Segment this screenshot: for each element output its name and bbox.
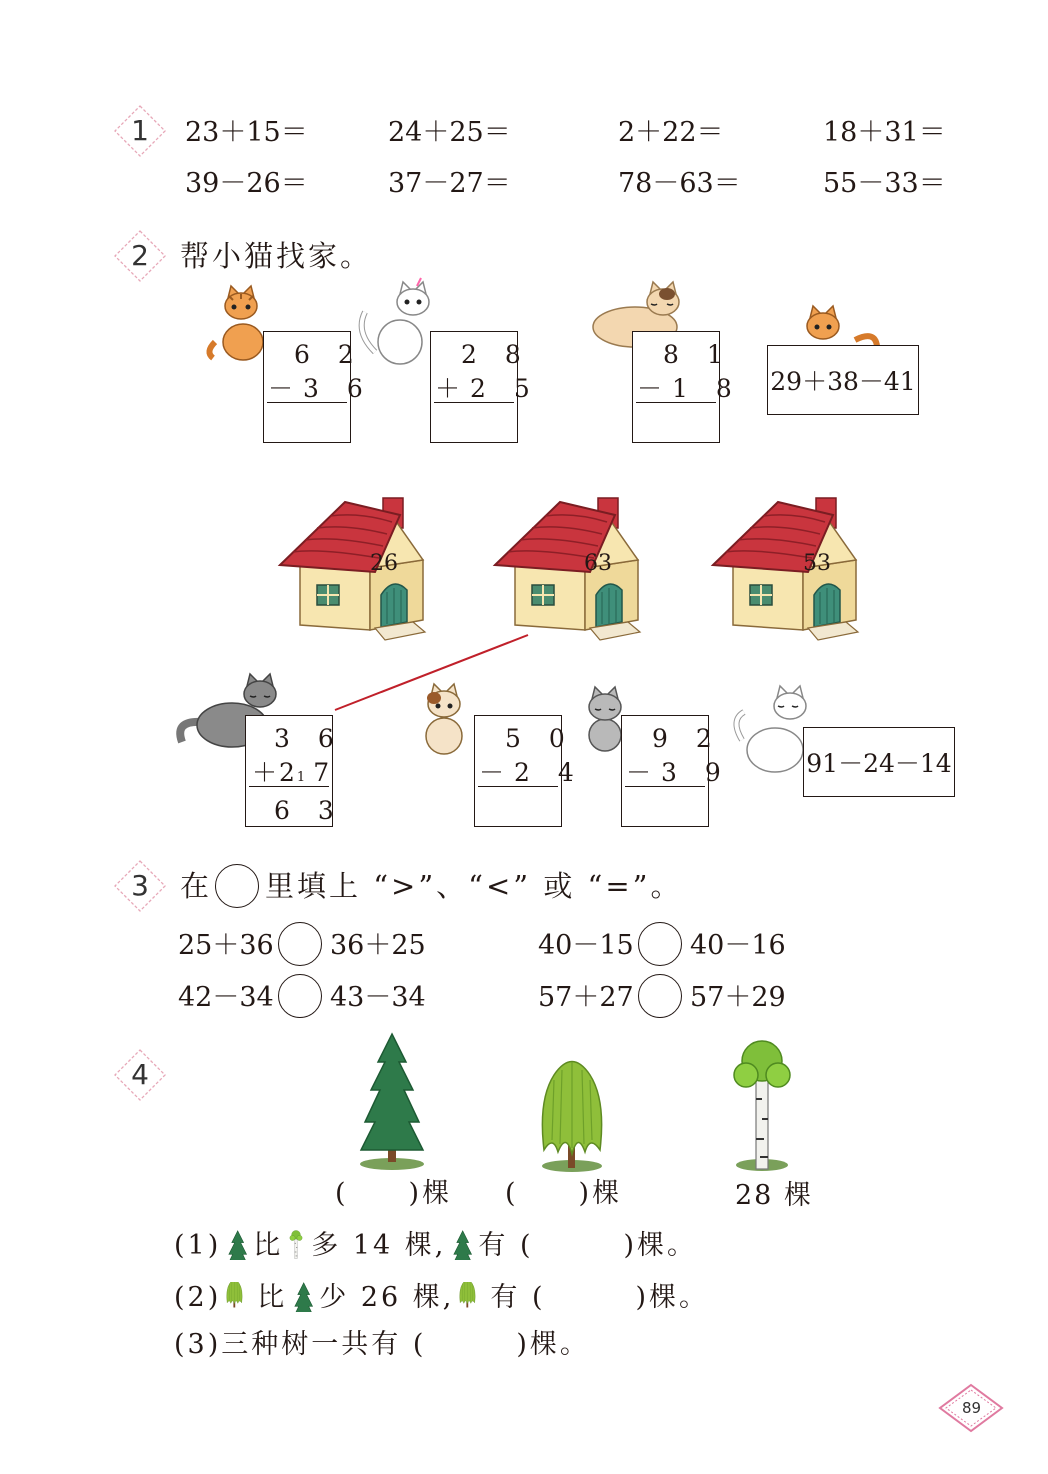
pine-count: ( )棵 xyxy=(335,1178,453,1209)
calc-line xyxy=(267,402,347,403)
calc-result: 6 3 xyxy=(274,796,344,825)
q3-item4-left: 57＋27 xyxy=(538,982,634,1013)
house-icon xyxy=(275,490,435,645)
q3-title-post: 里填上 “>”、“<” 或 “=”。 xyxy=(265,869,683,903)
willow-count: ( )棵 xyxy=(505,1178,623,1209)
calc-op xyxy=(252,760,332,785)
calc-top: 9 2 xyxy=(652,724,722,753)
q3-item3-right: 43－34 xyxy=(330,982,426,1013)
q3-item4-right: 57＋29 xyxy=(690,982,786,1013)
q1-badge: 1 xyxy=(112,103,168,159)
q2-title: 帮小猫找家。 xyxy=(180,239,373,273)
q4-s1-c: 有 ( )棵。 xyxy=(478,1230,698,1261)
willow-tree-icon xyxy=(456,1282,488,1312)
top-calc-box-3 xyxy=(632,331,742,443)
q1-r1-c4: 18＋31＝ xyxy=(823,117,946,148)
q3-item1-left: 25＋36 xyxy=(178,930,274,961)
calc-op: －1 8 xyxy=(637,374,742,403)
birch-count: 28 棵 xyxy=(735,1180,813,1211)
q4-s3 xyxy=(174,1331,590,1358)
carry-digit: 1 xyxy=(296,770,308,785)
pine-tree-icon xyxy=(448,1230,476,1260)
pine-tree-icon xyxy=(223,1230,251,1260)
calc-top: 3 6 xyxy=(274,724,344,753)
q4-s1 xyxy=(174,1230,697,1260)
q4-s1-b: 多 14 棵, xyxy=(311,1230,447,1261)
house-number-2: 63 xyxy=(584,551,612,576)
calc-top: 8 1 xyxy=(663,340,733,369)
q1-r2-c3: 78－63＝ xyxy=(618,168,741,199)
top-expr-box: 29＋38－41 xyxy=(767,345,919,415)
q3-title-circle xyxy=(215,864,259,908)
calc-line xyxy=(625,786,705,787)
q4-badge: 4 xyxy=(112,1047,168,1103)
willow-tree-icon xyxy=(223,1282,255,1312)
calc-op-digit: 7 xyxy=(313,758,332,787)
house-icon xyxy=(490,490,650,645)
calc-op: －2 4 xyxy=(479,758,584,787)
pine-tree-icon xyxy=(342,1030,442,1175)
top-calc-box-1 xyxy=(263,331,373,443)
q3-item1-right: 36＋25 xyxy=(330,930,426,961)
q4-s2-b: 少 26 棵, xyxy=(319,1282,455,1313)
q3-badge: 3 xyxy=(112,858,168,914)
calc-op: －3 9 xyxy=(626,758,731,787)
calc-line xyxy=(478,786,558,787)
calc-top: 6 2 xyxy=(294,340,364,369)
bottom-expr-box: 91－24－14 xyxy=(803,727,955,797)
house-number-1: 26 xyxy=(370,551,398,576)
calc-line xyxy=(434,402,514,403)
example-calc-box xyxy=(245,715,344,827)
house-number-3: 53 xyxy=(803,551,831,576)
birch-tree-icon xyxy=(285,1230,309,1260)
q1-r2-c1: 39－26＝ xyxy=(185,168,308,199)
q4-s2-a: 比 xyxy=(257,1282,288,1313)
q4-s1-a: 比 xyxy=(253,1230,284,1261)
q4-s1-num: (1) xyxy=(174,1230,222,1261)
q4-s3-text: 三种树一共有 ( )棵。 xyxy=(221,1329,590,1360)
q4-s3-num: (3) xyxy=(174,1329,222,1360)
pine-tree-icon xyxy=(289,1282,317,1312)
birch-tree-icon xyxy=(722,1035,802,1175)
calc-op-sign: ＋2 xyxy=(252,758,297,787)
compare-circle-3[interactable] xyxy=(278,974,322,1018)
calc-op: ＋2 5 xyxy=(435,374,540,403)
willow-tree-icon xyxy=(522,1050,622,1175)
q1-r2-c2: 37－27＝ xyxy=(388,168,511,199)
calc-line xyxy=(636,402,716,403)
calc-line xyxy=(249,786,329,787)
q3-item2-left: 40－15 xyxy=(538,930,634,961)
compare-circle-2[interactable] xyxy=(638,922,682,966)
house-icon xyxy=(708,490,868,645)
q4-s2-num: (2) xyxy=(174,1282,222,1313)
q4-s2-c: 有 ( )棵。 xyxy=(490,1282,710,1313)
q1-r2-c4: 55－33＝ xyxy=(823,168,946,199)
compare-circle-1[interactable] xyxy=(278,922,322,966)
calc-top: 5 0 xyxy=(505,724,575,753)
compare-circle-4[interactable] xyxy=(638,974,682,1018)
q2-badge: 2 xyxy=(112,228,168,284)
q1-r1-c2: 24＋25＝ xyxy=(388,117,511,148)
q1-r1-c3: 2＋22＝ xyxy=(618,117,724,148)
q3-title-pre: 在 xyxy=(180,869,213,903)
calc-op: －3 6 xyxy=(268,374,373,403)
top-calc-box-2 xyxy=(430,331,540,443)
q3-item3-left: 42－34 xyxy=(178,982,274,1013)
bottom-calc-box-2 xyxy=(621,715,731,827)
calc-top: 2 8 xyxy=(461,340,531,369)
bottom-calc-box-1 xyxy=(474,715,584,827)
calico-cat-icon xyxy=(408,680,478,760)
q3-item2-right: 40－16 xyxy=(690,930,786,961)
page-number: 89 xyxy=(962,1399,982,1417)
q4-s2 xyxy=(174,1282,709,1312)
q1-r1-c1: 23＋15＝ xyxy=(185,117,308,148)
